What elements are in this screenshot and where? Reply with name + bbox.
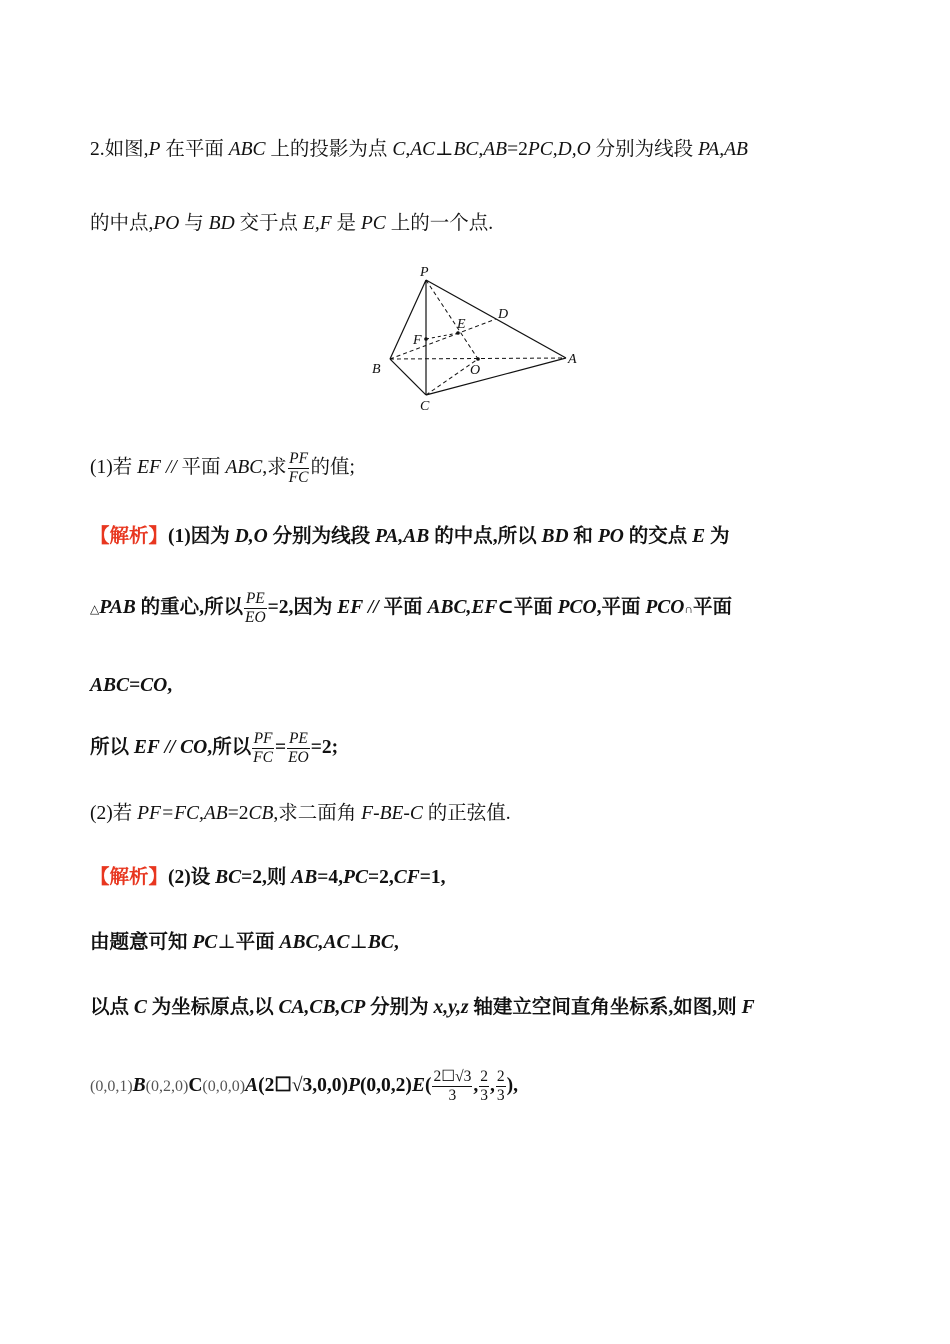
math: PO — [153, 213, 180, 234]
text: =2 — [507, 139, 528, 160]
text: ,平面 — [596, 596, 646, 618]
parallel-symbol: // — [160, 456, 182, 478]
math: PA,AB — [697, 139, 748, 160]
text: 和 — [568, 526, 598, 547]
label-A: A — [568, 352, 577, 367]
text: ), — [506, 1074, 518, 1096]
question-1 — [90, 450, 355, 487]
math: PC — [360, 213, 386, 234]
edge-PO — [426, 280, 478, 359]
text: ( — [424, 1074, 432, 1096]
solution-tag: 【解析】 — [90, 867, 169, 888]
coordinate-B: (0,2,0) — [145, 1077, 189, 1095]
math: BD — [208, 213, 235, 234]
math: E — [411, 1074, 425, 1096]
math: CO — [180, 736, 208, 758]
triangle-symbol: △ — [90, 601, 100, 616]
math: ABC=CO — [90, 675, 168, 696]
math: PF=FC,AB — [137, 803, 228, 824]
text: =1, — [419, 867, 446, 888]
parallel-symbol: // — [159, 736, 181, 758]
perp-symbol: ⊥ — [217, 932, 236, 953]
text: 分别为 — [365, 997, 434, 1018]
text: 是 — [331, 213, 361, 234]
text: 的值; — [310, 456, 355, 478]
text: 为 — [705, 526, 730, 547]
text: ,所以 — [207, 736, 252, 758]
coordinate-F: (0,0,1) — [90, 1077, 133, 1095]
math: ABC — [225, 456, 263, 478]
text: =2, — [367, 867, 394, 888]
coordinate-C: (0,0,0) — [202, 1077, 246, 1095]
text: 平面 — [383, 596, 428, 618]
coordinate-P: (0,0,2) — [359, 1074, 412, 1096]
denominator: FC — [288, 468, 309, 486]
text: 轴建立空间直角坐标系,如图,则 — [468, 997, 742, 1018]
text: 上的一个点. — [385, 213, 494, 234]
solution-2-line-3 — [90, 998, 755, 1018]
text: ,求二面角 — [273, 803, 362, 824]
problem-line-1 — [90, 140, 748, 160]
text: 平面 — [235, 932, 280, 953]
math: PAB — [99, 596, 136, 618]
fraction-e1 — [432, 1068, 472, 1105]
fraction-e2 — [479, 1068, 489, 1105]
label-B: B — [372, 362, 381, 377]
denominator: 3 — [448, 1086, 457, 1104]
math: F-BE-C — [361, 803, 423, 824]
math: C — [133, 997, 147, 1018]
text: 上的投影为点 — [265, 139, 393, 160]
math: ABC — [228, 139, 266, 160]
math: BC — [367, 932, 394, 953]
numerator: PE — [245, 590, 265, 607]
label-C: C — [420, 399, 430, 414]
math: BD — [541, 526, 569, 547]
text: = — [274, 736, 287, 758]
math: BC,AB — [453, 139, 508, 160]
math: PC — [192, 932, 218, 953]
numerator: 2 — [496, 1068, 505, 1085]
text: , — [167, 675, 173, 696]
edge-BC — [390, 359, 426, 395]
text: 与 — [179, 213, 209, 234]
math: E,F — [302, 213, 332, 234]
text: 的中点,所以 — [429, 526, 542, 547]
text: 以点 — [90, 997, 134, 1018]
math: PCO — [557, 596, 597, 618]
coordinate-A: (2☐√3,0,0) — [258, 1074, 349, 1096]
fraction-pe-eo — [287, 730, 310, 767]
text: 2.如图, — [90, 139, 149, 160]
math: PO — [597, 526, 624, 547]
math: AB — [291, 867, 318, 888]
math: ABC,AC — [279, 932, 350, 953]
solution-2-line-1 — [90, 868, 445, 888]
text: (2)若 — [90, 803, 138, 824]
math: A — [245, 1074, 259, 1096]
point-O — [476, 357, 480, 361]
text: 交于点 — [234, 213, 303, 234]
denominator: EO — [244, 608, 266, 626]
numerator: 2 — [480, 1068, 488, 1085]
solution-1-line-4 — [90, 730, 338, 767]
text: 的交点 — [623, 526, 693, 547]
text: (2)设 — [168, 867, 216, 888]
math: F — [741, 997, 755, 1018]
math: x,y,z — [433, 997, 469, 1018]
perp-symbol: ⊥ — [349, 932, 368, 953]
label-P: P — [420, 265, 429, 280]
text: 平面 — [692, 596, 732, 618]
text: =2,因为 — [267, 596, 338, 618]
text: 为坐标原点,以 — [146, 997, 279, 1018]
text: (1)若 — [90, 456, 138, 478]
math: EF — [133, 736, 160, 758]
solution-1-line-2 — [90, 590, 732, 627]
intersection-symbol: ∩ — [684, 601, 693, 616]
fraction-pf-fc — [288, 450, 310, 487]
math: BC — [215, 867, 242, 888]
text: (1)因为 — [168, 526, 235, 547]
solution-tag: 【解析】 — [90, 526, 169, 547]
math: PC,D,O — [527, 139, 591, 160]
text: , — [393, 932, 399, 953]
solution-1-line-1 — [90, 527, 729, 547]
solution-2-line-2 — [90, 933, 399, 953]
numerator: 2☐√3 — [433, 1068, 472, 1085]
math: ABC,EF — [427, 596, 498, 618]
text: 的正弦值. — [422, 803, 511, 824]
math: E — [692, 526, 706, 547]
text: 平面 — [181, 456, 226, 478]
math: CF — [393, 867, 420, 888]
math: P — [148, 139, 161, 160]
math: EF — [337, 596, 363, 618]
denominator: 3 — [496, 1086, 505, 1104]
math: P — [348, 1074, 360, 1096]
text: 所以 — [90, 736, 134, 758]
perp-symbol: ⊥ — [435, 139, 454, 160]
math: PA,AB — [374, 526, 430, 547]
numerator: PF — [289, 450, 309, 467]
numerator: PE — [288, 730, 308, 747]
math: D,O — [234, 526, 268, 547]
text: 分别为线段 — [267, 526, 375, 547]
fraction-pe-eo — [244, 590, 267, 627]
text: =2 — [227, 803, 249, 824]
fraction-e3 — [496, 1068, 506, 1105]
problem-line-2 — [90, 214, 493, 234]
math: B — [132, 1074, 146, 1096]
math: EF — [137, 456, 161, 478]
label-D: D — [498, 307, 509, 322]
fraction-pf-fc — [252, 730, 274, 767]
text: 的重心,所以 — [135, 596, 243, 618]
label-F: F — [413, 333, 422, 348]
text: 在平面 — [160, 139, 229, 160]
question-2 — [90, 804, 511, 824]
text: =4, — [317, 867, 344, 888]
solution-1-line-3 — [90, 676, 172, 696]
math: PCO — [645, 596, 685, 618]
math: CB — [248, 803, 274, 824]
text: 的中点, — [90, 213, 154, 234]
solution-2-line-4: (0,0,1)B(0,2,0)C(0,0,0)A(2☐√3,0,0)P(0,0,2)E( $\frac{2☐√3}{3}$ , $\frac{2}{3}$ , $\frac{2}{3}$ ), — [90, 1068, 518, 1104]
text: =2,则 — [241, 867, 292, 888]
math: PC — [343, 867, 368, 888]
math: C,AC — [392, 139, 436, 160]
label-O: O — [470, 363, 481, 378]
point-F — [424, 337, 428, 341]
denominator: 3 — [480, 1086, 488, 1104]
math: C — [188, 1074, 203, 1096]
text: 分别为线段 — [590, 139, 698, 160]
text: 平面 — [513, 596, 558, 618]
text: ,求 — [262, 456, 287, 478]
text: 由题意可知 — [90, 932, 193, 953]
edge-CA — [426, 358, 566, 395]
numerator: PF — [253, 730, 273, 747]
text: =2; — [310, 736, 339, 758]
math: CA,CB,CP — [278, 997, 366, 1018]
label-E: E — [457, 317, 466, 332]
parallel-symbol: // — [362, 596, 384, 618]
edge-FE — [426, 333, 458, 339]
tetrahedron-figure — [360, 262, 590, 417]
subset-symbol: ⊂ — [497, 596, 514, 618]
denominator: EO — [288, 748, 309, 766]
denominator: FC — [253, 748, 273, 766]
